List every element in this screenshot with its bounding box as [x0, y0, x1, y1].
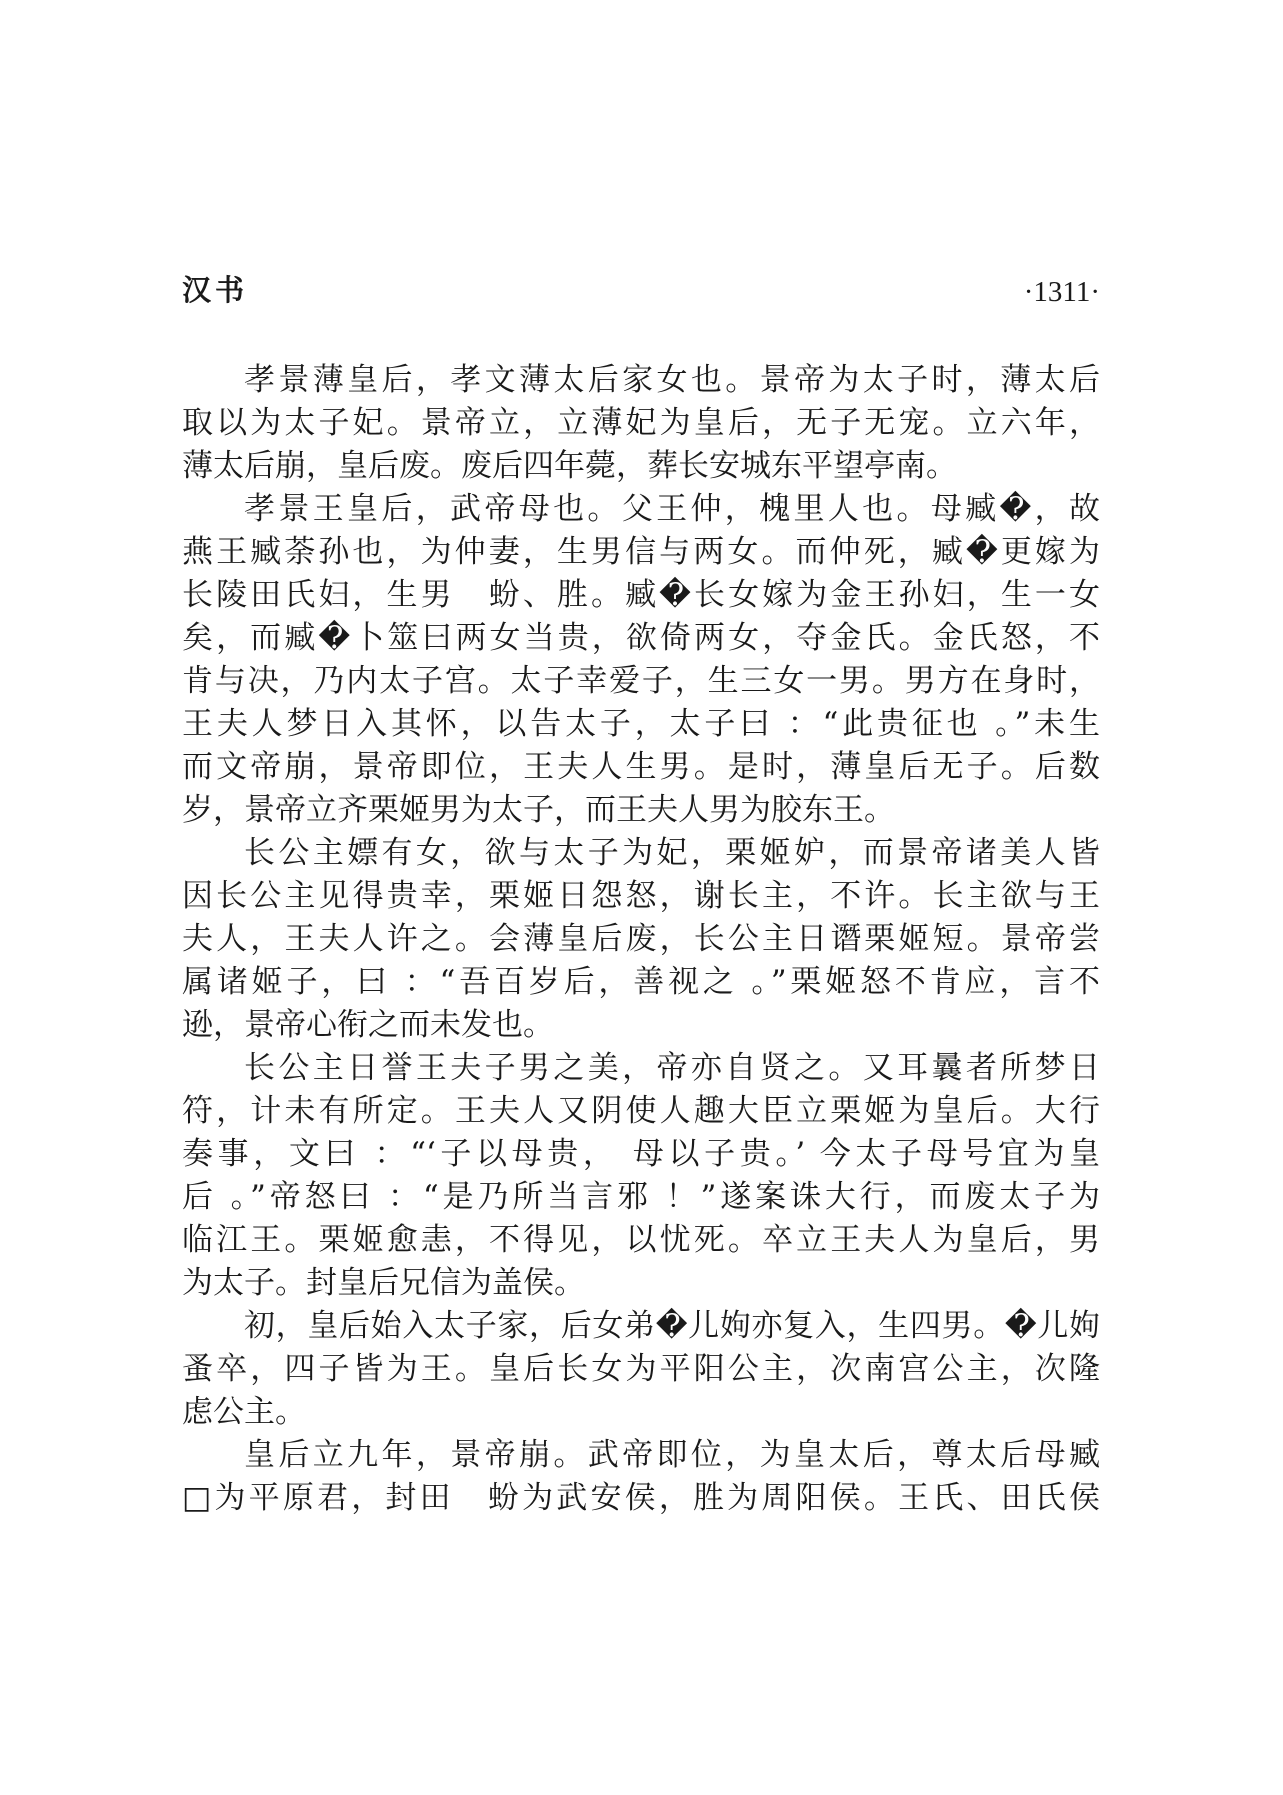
- body-text: [182, 359, 1100, 1609]
- text-line: 而文帝崩，景帝即位，王夫人生男。是时，薄皇后无子。后数: [182, 749, 1100, 785]
- page-number: ·1311·: [1023, 276, 1100, 308]
- text-line: 符，计未有所定。王夫人又阴使人趣大臣立栗姬为皇后。大行: [182, 1093, 1100, 1129]
- text-line: 燕王臧荼孙也，为仲妻，生男信与两女。而仲死，臧�更嫁为: [182, 534, 1100, 570]
- text-line: 孝景薄皇后，孝文薄太后家女也。景帝为太子时，薄太后: [244, 362, 1100, 398]
- text-line: 孝景王皇后，武帝母也。父王仲，槐里人也。母臧�，故: [244, 491, 1100, 527]
- page-header: [182, 270, 1100, 318]
- text-line: 薄太后崩，皇后废。废后四年薨，葬长安城东平望亭南。: [182, 448, 957, 484]
- text-line: 长公主日誉王夫子男之美，帝亦自贤之。又耳曩者所梦日: [244, 1050, 1100, 1086]
- text-line: 奏事，文曰 ：“‘子以母贵， 母以子贵。’ 今太子母号宜为皇: [182, 1136, 1100, 1172]
- paragraph-1: [182, 359, 1100, 488]
- text-line: 矣，而臧�卜筮曰两女当贵，欲倚两女，夺金氏。金氏怒，不: [182, 620, 1100, 656]
- paragraph-2: [182, 488, 1100, 832]
- text-line: □为平原君，封田 蚡为武安侯，胜为周阳侯。王氏、田氏侯: [182, 1480, 1100, 1516]
- paragraph-5: [182, 1305, 1100, 1434]
- text-line: 临江王。栗姬愈恚，不得见，以忧死。卒立王夫人为皇后，男: [182, 1222, 1100, 1258]
- text-line: 长公主嫖有女，欲与太子为妃，栗姬妒，而景帝诸美人皆: [244, 835, 1100, 871]
- text-line: 岁，景帝立齐栗姬男为太子，而王夫人男为胶东王。: [182, 792, 895, 828]
- text-line: 长陵田氏妇，生男 蚡、胜。臧�长女嫁为金王孙妇，生一女: [182, 577, 1100, 613]
- paragraph-3: [182, 832, 1100, 1047]
- text-line: 虑公主。: [182, 1394, 306, 1430]
- text-line: 蚤卒，四子皆为王。皇后长女为平阳公主，次南宫公主，次隆: [182, 1351, 1100, 1387]
- book-title: 汉书: [182, 273, 249, 307]
- text-line: 皇后立九年，景帝崩。武帝即位，为皇太后，尊太后母臧: [244, 1437, 1100, 1473]
- text-line: 后 。”帝怒曰 ：“是乃所当言邪 ！”遂案诛大行，而废太子为: [182, 1179, 1100, 1215]
- text-line: 初，皇后始入太子家，后女弟�儿姁亦复入，生四男。�儿姁: [244, 1308, 1100, 1344]
- paragraph-6: [182, 1434, 1100, 1520]
- text-line: 肯与决，乃内太子宫。太子幸爱子，生三女一男。男方在身时，: [182, 663, 1100, 699]
- text-line: 王夫人梦日入其怀，以告太子，太子曰 ：“此贵征也 。”未生: [182, 706, 1100, 742]
- paragraph-4: [182, 1047, 1100, 1305]
- text-line: 因长公主见得贵幸，栗姬日怨怒，谢长主，不许。长主欲与王: [182, 878, 1100, 914]
- text-line: 逊，景帝心衔之而未发也。: [182, 1007, 554, 1043]
- text-line: 取以为太子妃。景帝立，立薄妃为皇后，无子无宠。立六年，: [182, 405, 1100, 441]
- text-line: 属诸姬子，曰 ：“吾百岁后，善视之 。”栗姬怒不肯应，言不: [182, 964, 1100, 1000]
- text-line: 为太子。封皇后兄信为盖侯。: [182, 1265, 585, 1301]
- text-line: 夫人，王夫人许之。会薄皇后废，长公主日谮栗姬短。景帝尝: [182, 921, 1100, 957]
